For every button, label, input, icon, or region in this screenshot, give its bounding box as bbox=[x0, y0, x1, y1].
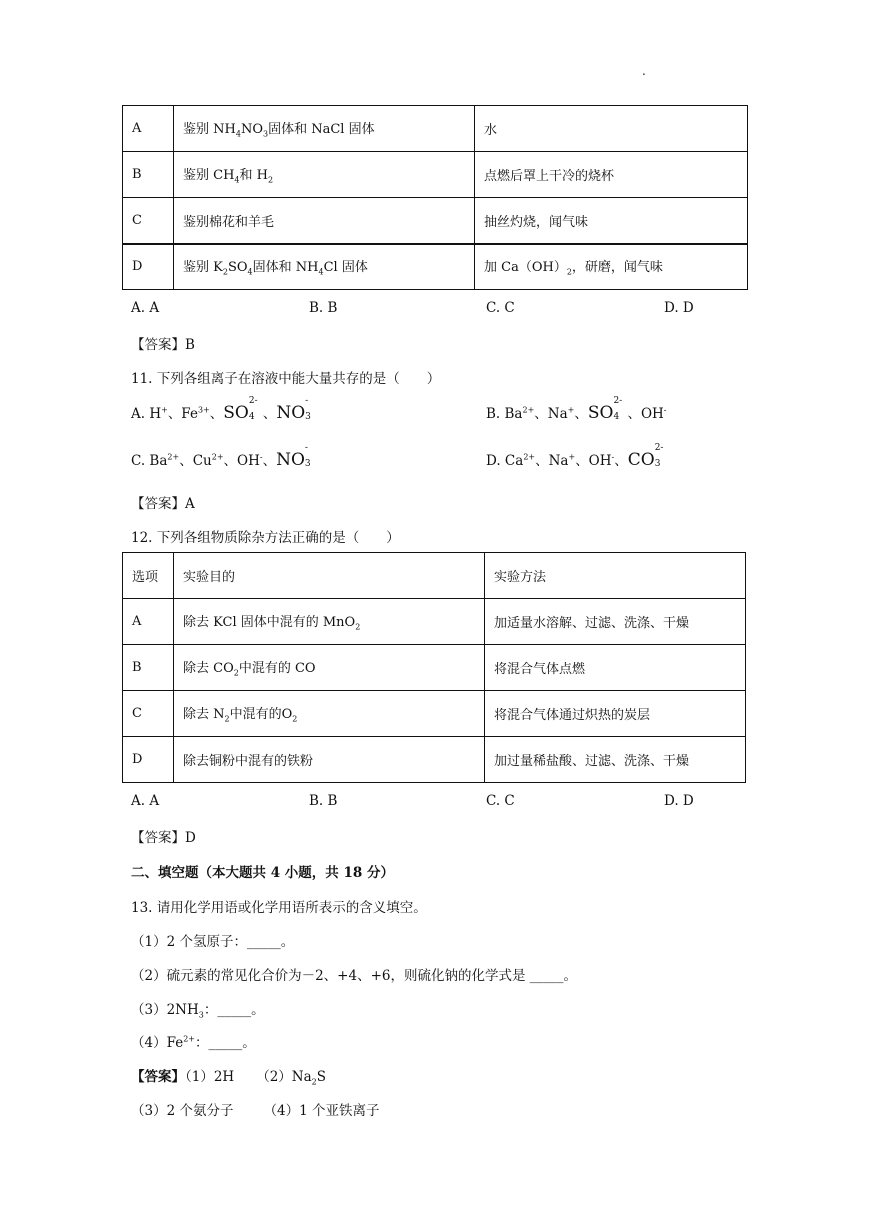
q11-option-d: D. $Ca^{2+}$、Na+、OH-、CO 2- 3 bbox=[486, 443, 664, 470]
method-cell: 抽丝灼烧，闻气味 bbox=[475, 198, 748, 244]
answer-q13-line2: （3）2 个氨分子 （4）1 个亚铁离子 bbox=[131, 1103, 380, 1119]
target-cell: 除去铜粉中混有的铁粉 bbox=[174, 737, 485, 783]
choice-a: A. A bbox=[131, 793, 160, 809]
choice-c: C. C bbox=[486, 300, 515, 316]
option-cell: C bbox=[123, 198, 174, 244]
table-row bbox=[123, 198, 748, 244]
choice-a: A. A bbox=[131, 300, 160, 316]
answer-q10: 【答案】B bbox=[131, 337, 195, 353]
method-cell: 加 $Ca(OH)_2$，研磨，闻气味 bbox=[475, 244, 748, 290]
table-row bbox=[123, 106, 748, 152]
q11-option-c: C. $Ba^{2+}$、$Cu^{2+}$、OH-、NO - 3 bbox=[131, 443, 311, 470]
q13-part-1: （1）2 个氢原子：_____。 bbox=[131, 934, 295, 950]
answer-q13-line1: 【答案】（1）2H $(2)Na_2S$ bbox=[131, 1069, 326, 1087]
choice-c: C. C bbox=[486, 793, 515, 809]
option-cell: D bbox=[123, 244, 174, 290]
option-cell: B bbox=[123, 645, 174, 691]
method-cell: 加过量稀盐酸、过滤、洗涤、干燥 bbox=[485, 737, 746, 783]
question-12-stem: 12. 下列各组物质除杂方法正确的是（ ） bbox=[131, 530, 400, 546]
header-option: 选项 bbox=[123, 553, 174, 599]
choice-b: B. B bbox=[309, 793, 338, 809]
question-11-stem: 11. 下列各组离子在溶液中能大量共存的是（ ） bbox=[131, 371, 441, 387]
section-heading: 二、填空题（本大题共 4 小题，共 18 分） bbox=[131, 865, 394, 881]
target-cell: 鉴别 $CH_4$和 $H_2$ bbox=[174, 152, 475, 198]
method-cell: 水 bbox=[475, 106, 748, 152]
option-cell: A bbox=[123, 106, 174, 152]
option-cell: C bbox=[123, 691, 174, 737]
target-cell: 鉴别棉花和羊毛 bbox=[174, 198, 475, 244]
q11-option-a: A. H+、$Fe^{3+}$、SO 2- 4 、NO - 3 bbox=[131, 396, 311, 423]
target-cell: 鉴别 $K_2SO_4$固体和 $NH_4Cl$ 固体 bbox=[174, 244, 475, 290]
header-method: 实验方法 bbox=[485, 553, 746, 599]
question-13-stem: 13. 请用化学用语或化学用语所表示的含义填空。 bbox=[131, 900, 427, 916]
header-purpose: 实验目的 bbox=[174, 553, 485, 599]
table-row bbox=[123, 244, 748, 290]
target-cell: 除去 $CO_2$中混有的 CO bbox=[174, 645, 485, 691]
option-cell: A bbox=[123, 599, 174, 645]
table-header-row bbox=[123, 553, 746, 599]
choice-d: D. D bbox=[664, 300, 694, 316]
option-cell: D bbox=[123, 737, 174, 783]
identification-table bbox=[122, 105, 748, 290]
choice-b: B. B bbox=[309, 300, 338, 316]
page-mark: . bbox=[642, 64, 646, 78]
q13-part-2: （2）硫元素的常见化合价为－2、+4、+6，则硫化钠的化学式是 _____。 bbox=[131, 968, 578, 984]
q13-part-4: $(4)Fe^{2+}$：_____。 bbox=[131, 1034, 256, 1051]
table-row bbox=[123, 645, 746, 691]
answer-q11: 【答案】A bbox=[131, 496, 195, 512]
table-row bbox=[123, 737, 746, 783]
target-cell: 除去 KCl 固体中混有的 MnO$_2$ bbox=[174, 599, 485, 645]
method-cell: 加适量水溶解、过滤、洗涤、干燥 bbox=[485, 599, 746, 645]
target-cell: 鉴别 $NH_4NO_3$固体和 NaCl 固体 bbox=[174, 106, 475, 152]
method-cell: 将混合气体通过炽热的炭层 bbox=[485, 691, 746, 737]
choice-d: D. D bbox=[664, 793, 694, 809]
table-row bbox=[123, 152, 748, 198]
answer-q12: 【答案】D bbox=[131, 830, 196, 846]
method-cell: 将混合气体点燃 bbox=[485, 645, 746, 691]
table-row bbox=[123, 599, 746, 645]
method-cell: 点燃后罩上干冷的烧杯 bbox=[475, 152, 748, 198]
target-cell: 除去 $N_2$中混有的$O_2$ bbox=[174, 691, 485, 737]
table-row bbox=[123, 691, 746, 737]
purification-table bbox=[122, 552, 746, 783]
q11-option-b: B. $Ba^{2+}$、Na+、SO 2- 4 、OH- bbox=[486, 396, 667, 423]
q13-part-3: $(3)2NH_3$：_____。 bbox=[131, 1002, 265, 1020]
option-cell: B bbox=[123, 152, 174, 198]
